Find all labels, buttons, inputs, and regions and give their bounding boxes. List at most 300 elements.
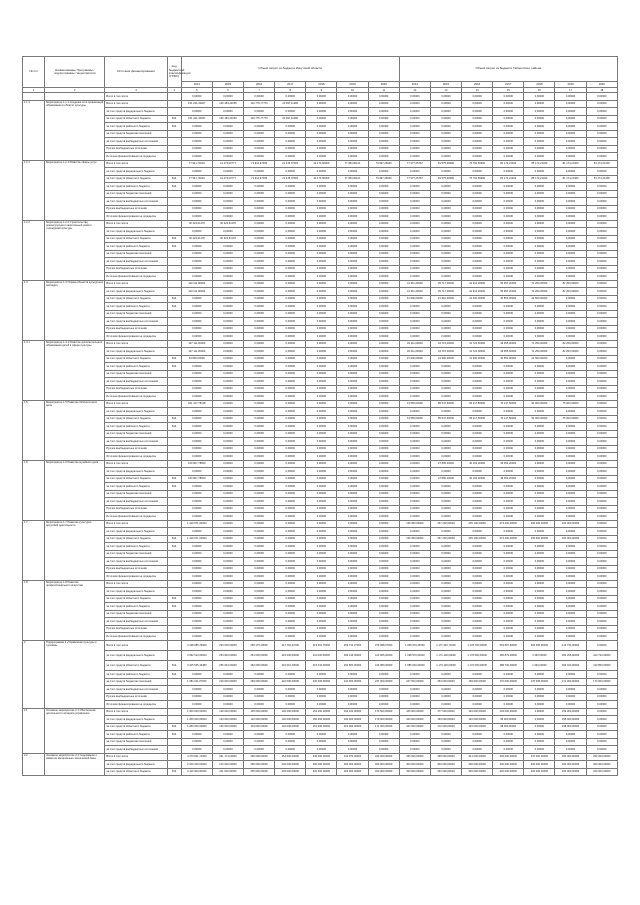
- table-row: [23, 716, 618, 724]
- amount-cell: 300 000,00000: [493, 761, 524, 769]
- amount-cell: 0,00000: [337, 505, 368, 513]
- amount-cell: 0,00000: [275, 408, 306, 416]
- amount-cell: 0,00000: [462, 558, 493, 566]
- table-row: [23, 498, 618, 506]
- table-row: [23, 213, 618, 221]
- amount-cell: 211 000,00000: [306, 650, 337, 660]
- table-row: [23, 671, 618, 679]
- amount-cell: 0,00000: [555, 550, 586, 558]
- amount-cell: 0,00000: [586, 595, 617, 603]
- amount-cell: 0,00000: [399, 123, 430, 131]
- amount-cell: 173 500,00000: [368, 708, 399, 716]
- amount-cell: 0,00000: [306, 318, 337, 326]
- amount-cell: 0,00000: [212, 438, 243, 446]
- column-index: 5: [181, 88, 212, 93]
- amount-cell: 0,00000: [181, 445, 212, 453]
- table-row: [23, 423, 618, 431]
- amount-cell: 350 000,00000: [555, 753, 586, 761]
- budget-code: [167, 468, 181, 476]
- amount-cell: 0,00000: [244, 325, 275, 333]
- amount-cell: 0,00000: [399, 618, 430, 626]
- amount-cell: 0,00000: [181, 671, 212, 679]
- amount-cell: 1 171 400,00000: [430, 650, 461, 660]
- amount-cell: 0,00000: [337, 325, 368, 333]
- budget-code: [167, 445, 181, 453]
- amount-cell: 0,00000: [181, 550, 212, 558]
- funding-source: за счет средств областного бюджета: [105, 175, 167, 183]
- amount-cell: 0,00000: [430, 108, 461, 116]
- amount-cell: 0,00000: [493, 543, 524, 551]
- amount-cell: 0,00000: [337, 625, 368, 633]
- amount-cell: 0,00000: [368, 618, 399, 626]
- amount-cell: 0,00000: [586, 513, 617, 521]
- amount-cell: 0,00000: [181, 363, 212, 371]
- budget-code: [167, 348, 181, 356]
- amount-cell: 0,00000: [181, 205, 212, 213]
- amount-cell: 110 111,90000: [181, 288, 212, 296]
- budget-code: [167, 761, 181, 769]
- amount-cell: 0,00000: [430, 333, 461, 341]
- table-row: [23, 580, 618, 588]
- amount-cell: 0,00000: [212, 528, 243, 536]
- amount-cell: 0,00000: [337, 671, 368, 679]
- amount-cell: 0,00000: [399, 573, 430, 581]
- amount-cell: 0,00000: [399, 588, 430, 596]
- amount-cell: 0,00000: [181, 333, 212, 341]
- table-row: [23, 505, 618, 513]
- amount-cell: 0,00000: [586, 565, 617, 573]
- amount-cell: 0,00000: [493, 325, 524, 333]
- amount-cell: 0,00000: [244, 355, 275, 363]
- amount-cell: 0,00000: [555, 273, 586, 281]
- amount-cell: 34 715,00000: [430, 340, 461, 348]
- amount-cell: 0,00000: [275, 588, 306, 596]
- amount-cell: 160 000,00000: [555, 520, 586, 528]
- amount-cell: 0,00000: [181, 490, 212, 498]
- amount-cell: 0,00000: [524, 363, 555, 371]
- amount-cell: 0,00000: [368, 265, 399, 273]
- budget-code: [167, 408, 181, 416]
- amount-cell: 273 200,00000: [493, 520, 524, 528]
- amount-cell: 294 009,60000: [212, 640, 243, 650]
- table-row: [23, 333, 618, 341]
- funding-source: за счет средств бюджетов поселений: [105, 738, 167, 746]
- amount-cell: 0,00000: [430, 273, 461, 281]
- amount-cell: 0,00000: [368, 573, 399, 581]
- amount-cell: 0,00000: [368, 520, 399, 528]
- table-row: [23, 168, 618, 176]
- table-row: [23, 318, 618, 326]
- amount-cell: 0,00000: [399, 693, 430, 701]
- funding-source: Источник финансирования не определен: [105, 573, 167, 581]
- amount-cell: 0,00000: [524, 528, 555, 536]
- amount-cell: 0,00000: [181, 746, 212, 754]
- table-row: [23, 513, 618, 521]
- budget-code: [167, 693, 181, 701]
- amount-cell: 0,00000: [524, 190, 555, 198]
- funding-source: за счет средств федерального бюджета: [105, 588, 167, 596]
- amount-cell: 0,00000: [430, 145, 461, 153]
- amount-cell: 0,00000: [212, 123, 243, 131]
- amount-cell: 0,00000: [212, 746, 243, 754]
- amount-cell: 320 000,00000: [524, 768, 555, 776]
- amount-cell: 1 170 000,00000: [462, 660, 493, 670]
- amount-cell: 77 383,90121: [337, 175, 368, 183]
- amount-cell: 0,00000: [462, 130, 493, 138]
- amount-cell: 0,00000: [493, 378, 524, 386]
- amount-cell: 0,00000: [399, 363, 430, 371]
- amount-cell: 0,00000: [181, 273, 212, 281]
- funding-source: за счет средств бюджетов поселений: [105, 678, 167, 686]
- amount-cell: 136 350,00000: [399, 535, 430, 543]
- amount-cell: 0,00000: [586, 250, 617, 258]
- amount-cell: 0,00000: [493, 618, 524, 626]
- amount-cell: 0,00000: [181, 415, 212, 423]
- amount-cell: 0,00000: [493, 686, 524, 694]
- amount-cell: 0,00000: [524, 625, 555, 633]
- table-row: [23, 558, 618, 566]
- amount-cell: 0,00000: [462, 498, 493, 506]
- amount-cell: 0,00000: [462, 138, 493, 146]
- amount-cell: 0,00000: [399, 483, 430, 491]
- amount-cell: 0,00000: [586, 430, 617, 438]
- amount-cell: 0,00000: [430, 625, 461, 633]
- amount-cell: 0,00000: [462, 738, 493, 746]
- amount-cell: 75 791,59900: [462, 175, 493, 183]
- amount-cell: 142 000,00000: [275, 723, 306, 731]
- amount-cell: 237 200,00000: [430, 535, 461, 543]
- funding-source: за счет средств районного бюджета: [105, 303, 167, 311]
- funding-source: за счет средств федерального бюджета: [105, 761, 167, 769]
- amount-cell: 0,00000: [212, 610, 243, 618]
- amount-cell: 50 957,20000: [493, 280, 524, 288]
- table-row: [23, 415, 618, 423]
- budget-code: [167, 318, 181, 326]
- amount-cell: 34 715,00000: [430, 348, 461, 356]
- amount-cell: 160 000,00000: [399, 716, 430, 724]
- budget-code: [167, 250, 181, 258]
- measure-name: Мероприятие 1.2.1 Развитие сферы услуг: [45, 160, 105, 220]
- amount-cell: 0,00000: [399, 738, 430, 746]
- amount-cell: 151 221,30007: [181, 115, 212, 123]
- amount-cell: 0,00000: [244, 603, 275, 611]
- amount-cell: 300 000,00000: [586, 761, 617, 769]
- amount-cell: 0,00000: [368, 130, 399, 138]
- amount-cell: 0,00000: [555, 213, 586, 221]
- amount-cell: 166 000,00000: [399, 708, 430, 716]
- amount-cell: 0,00000: [586, 408, 617, 416]
- amount-cell: 0,00000: [212, 731, 243, 739]
- amount-cell: 0,00000: [524, 100, 555, 108]
- table-row: [23, 535, 618, 543]
- amount-cell: 0,00000: [493, 505, 524, 513]
- amount-cell: 0,00000: [337, 423, 368, 431]
- amount-cell: 0,00000: [462, 580, 493, 588]
- amount-cell: 215 044,00000: [306, 660, 337, 670]
- amount-cell: 70 147,50000: [493, 400, 524, 408]
- amount-cell: 0,00000: [337, 295, 368, 303]
- amount-cell: 0,00000: [368, 310, 399, 318]
- amount-cell: 71 250,00000: [524, 348, 555, 356]
- amount-cell: 0,00000: [275, 318, 306, 326]
- amount-cell: 0,00000: [493, 190, 524, 198]
- amount-cell: 0,00000: [586, 108, 617, 116]
- amount-cell: 0,00000: [306, 445, 337, 453]
- amount-cell: 0,00000: [337, 348, 368, 356]
- amount-cell: 0,00000: [493, 138, 524, 146]
- funding-source: за счет средств районного бюджета: [105, 543, 167, 551]
- amount-cell: 0,00000: [430, 265, 461, 273]
- amount-cell: 0,00000: [493, 588, 524, 596]
- amount-cell: 0,00000: [337, 280, 368, 288]
- budget-code: 814: [167, 483, 181, 491]
- amount-cell: 0,00000: [181, 693, 212, 701]
- amount-cell: 0,00000: [244, 348, 275, 356]
- amount-cell: 0,00000: [555, 595, 586, 603]
- amount-cell: 0,00000: [493, 250, 524, 258]
- amount-cell: 71 912,97005: [244, 175, 275, 183]
- table-row: [23, 603, 618, 611]
- amount-cell: 0,00000: [462, 731, 493, 739]
- amount-cell: 0,00000: [493, 303, 524, 311]
- amount-cell: 0,00000: [399, 213, 430, 221]
- budget-code: [167, 258, 181, 266]
- amount-cell: 0,00000: [181, 108, 212, 116]
- amount-cell: 71 912,97005: [244, 160, 275, 168]
- amount-cell: 0,00000: [399, 393, 430, 401]
- amount-cell: 0,00000: [555, 310, 586, 318]
- amount-cell: 0,00000: [306, 595, 337, 603]
- amount-cell: 77 977,25797: [399, 160, 430, 168]
- amount-cell: 0,00000: [306, 498, 337, 506]
- amount-cell: 0,00000: [399, 108, 430, 116]
- amount-cell: 0,00000: [181, 543, 212, 551]
- amount-cell: 0,00000: [462, 528, 493, 536]
- amount-cell: 0,00000: [337, 588, 368, 596]
- amount-cell: 0,00000: [462, 550, 493, 558]
- header-year: 2018: [306, 82, 337, 88]
- funding-source: Источник финансирования не определен: [105, 213, 167, 221]
- amount-cell: 0,00000: [368, 686, 399, 694]
- row-number: 1.2.2: [23, 220, 45, 280]
- amount-cell: 0,00000: [555, 490, 586, 498]
- amount-cell: 0,00000: [430, 378, 461, 386]
- amount-cell: 0,00000: [586, 543, 617, 551]
- amount-cell: 0,00000: [462, 108, 493, 116]
- amount-cell: 0,00000: [555, 430, 586, 438]
- budget-code: [167, 393, 181, 401]
- measure-name: Мероприятие 1.8 Развитие профессионального искусства: [45, 580, 105, 640]
- table-row: [23, 108, 618, 116]
- amount-cell: 0,00000: [368, 295, 399, 303]
- funding-source: Прочие внебюджетные источники: [105, 205, 167, 213]
- amount-cell: 0,00000: [212, 130, 243, 138]
- amount-cell: 0,00000: [275, 686, 306, 694]
- amount-cell: 0,00000: [493, 595, 524, 603]
- amount-cell: 171 000,00000: [368, 723, 399, 731]
- amount-cell: 621 317,78418: [181, 400, 212, 408]
- amount-cell: 0,00000: [555, 303, 586, 311]
- amount-cell: 0,00000: [430, 453, 461, 461]
- amount-cell: 160 000,00000: [524, 520, 555, 528]
- amount-cell: 0,00000: [181, 580, 212, 588]
- amount-cell: 0,00000: [524, 130, 555, 138]
- amount-cell: 0,00000: [368, 535, 399, 543]
- funding-source: Прочие внебюджетные источники: [105, 505, 167, 513]
- amount-cell: 0,00000: [337, 460, 368, 468]
- amount-cell: 0,00000: [244, 378, 275, 386]
- amount-cell: 0,00000: [306, 115, 337, 123]
- amount-cell: 0,00000: [306, 153, 337, 161]
- amount-cell: 0,00000: [524, 671, 555, 679]
- amount-cell: 0,00000: [244, 618, 275, 626]
- funding-source: за счет средств внебюджетных источников: [105, 198, 167, 206]
- amount-cell: 0,00000: [430, 595, 461, 603]
- amount-cell: 413 905,00000: [368, 650, 399, 660]
- funding-source: за счет средств бюджетов поселений: [105, 550, 167, 558]
- budget-code: [167, 490, 181, 498]
- amount-cell: 81 174,21400: [586, 175, 617, 183]
- amount-cell: 237 200,00000: [430, 520, 461, 528]
- amount-cell: 0,00000: [337, 558, 368, 566]
- amount-cell: 0,00000: [306, 565, 337, 573]
- measure-name: [45, 93, 105, 101]
- amount-cell: 91 000,00000: [524, 400, 555, 408]
- amount-cell: 0,00000: [368, 190, 399, 198]
- amount-cell: 0,00000: [337, 108, 368, 116]
- table-row: [23, 633, 618, 641]
- amount-cell: 0,00000: [430, 220, 461, 228]
- amount-cell: 1 419 971,00000: [181, 520, 212, 528]
- amount-cell: 0,00000: [368, 468, 399, 476]
- funding-source: за счет средств областного бюджета: [105, 595, 167, 603]
- amount-cell: 247 000,00000: [399, 678, 430, 686]
- budget-code: 814: [167, 175, 181, 183]
- amount-cell: 211 000,00000: [212, 768, 243, 776]
- budget-code: 814: [167, 355, 181, 363]
- amount-cell: 177 000,00000: [430, 708, 461, 716]
- funding-source: Прочие внебюджетные источники: [105, 145, 167, 153]
- amount-cell: 0,00000: [368, 558, 399, 566]
- amount-cell: 0,00000: [399, 145, 430, 153]
- amount-cell: 0,00000: [586, 701, 617, 709]
- amount-cell: 0,00000: [181, 378, 212, 386]
- amount-cell: 0,00000: [493, 220, 524, 228]
- amount-cell: 0,00000: [244, 310, 275, 318]
- amount-cell: 0,00000: [244, 213, 275, 221]
- amount-cell: 0,00000: [275, 543, 306, 551]
- table-row: [23, 235, 618, 243]
- amount-cell: 0,00000: [586, 468, 617, 476]
- amount-cell: 0,00000: [275, 123, 306, 131]
- amount-cell: 235 100,00000: [462, 535, 493, 543]
- amount-cell: 0,00000: [306, 220, 337, 228]
- amount-cell: 0,00000: [524, 333, 555, 341]
- amount-cell: 0,00000: [555, 701, 586, 709]
- budget-code: [167, 108, 181, 116]
- amount-cell: 0,00000: [493, 423, 524, 431]
- amount-cell: 0,00000: [493, 243, 524, 251]
- amount-cell: 0,00000: [430, 93, 461, 101]
- table-row: [23, 660, 618, 670]
- amount-cell: 0,00000: [275, 468, 306, 476]
- amount-cell: 0,00000: [524, 258, 555, 266]
- amount-cell: 0,00000: [586, 618, 617, 626]
- amount-cell: 0,00000: [368, 355, 399, 363]
- amount-cell: 124 000,00000: [212, 716, 243, 724]
- budget-code: [167, 558, 181, 566]
- amount-cell: 0,00000: [555, 318, 586, 326]
- amount-cell: 0,00000: [181, 385, 212, 393]
- table-row: [23, 490, 618, 498]
- amount-cell: 0,00000: [306, 693, 337, 701]
- amount-cell: 0,00000: [399, 746, 430, 754]
- amount-cell: 0,00000: [306, 400, 337, 408]
- amount-cell: 0,00000: [399, 318, 430, 326]
- amount-cell: 146 600,00000: [462, 708, 493, 716]
- amount-cell: 0,00000: [586, 220, 617, 228]
- amount-cell: 170 000,00000: [524, 678, 555, 686]
- amount-cell: 0,00000: [524, 423, 555, 431]
- amount-cell: 0,00000: [493, 633, 524, 641]
- amount-cell: 0,00000: [181, 325, 212, 333]
- funding-source: за счет средств внебюджетных источников: [105, 686, 167, 694]
- amount-cell: 241 000,00000: [337, 678, 368, 686]
- amount-cell: 0,00000: [306, 513, 337, 521]
- amount-cell: 0,00000: [368, 205, 399, 213]
- amount-cell: 414 080,00000: [368, 660, 399, 670]
- amount-cell: 161 000,00000: [337, 723, 368, 731]
- amount-cell: 0,00000: [244, 243, 275, 251]
- funding-source: за счет средств внебюджетных источников: [105, 618, 167, 626]
- amount-cell: 0,00000: [368, 693, 399, 701]
- amount-cell: 82 250,00000: [555, 288, 586, 296]
- amount-cell: 0,00000: [524, 250, 555, 258]
- amount-cell: 0,00000: [462, 408, 493, 416]
- amount-cell: 0,00000: [275, 490, 306, 498]
- amount-cell: 0,00000: [275, 565, 306, 573]
- amount-cell: 0,00000: [181, 573, 212, 581]
- amount-cell: 0,00000: [555, 108, 586, 116]
- amount-cell: 0,00000: [368, 228, 399, 236]
- funding-source: за счет средств бюджетов поселений: [105, 310, 167, 318]
- funding-source: Всего в том числе: [105, 460, 167, 468]
- amount-cell: 0,00000: [555, 738, 586, 746]
- table-row: [23, 160, 618, 168]
- amount-cell: 0,00000: [493, 701, 524, 709]
- amount-cell: 0,00000: [586, 190, 617, 198]
- amount-cell: 0,00000: [462, 183, 493, 191]
- amount-cell: 0,00000: [306, 183, 337, 191]
- amount-cell: 0,00000: [368, 378, 399, 386]
- funding-source: за счет средств районного бюджета: [105, 243, 167, 251]
- amount-cell: 0,00000: [430, 228, 461, 236]
- amount-cell: 0,00000: [524, 550, 555, 558]
- amount-cell: 0,00000: [337, 633, 368, 641]
- amount-cell: 0,00000: [181, 468, 212, 476]
- budget-code: 814: [167, 123, 181, 131]
- amount-cell: 91 000,00000: [524, 415, 555, 423]
- amount-cell: 0,00000: [555, 168, 586, 176]
- amount-cell: 0,00000: [337, 731, 368, 739]
- amount-cell: 0,00000: [430, 130, 461, 138]
- funding-source: Прочие внебюджетные источники: [105, 565, 167, 573]
- amount-cell: 0,00000: [555, 746, 586, 754]
- amount-cell: 0,00000: [524, 385, 555, 393]
- amount-cell: 69 217,50000: [462, 400, 493, 408]
- amount-cell: 0,00000: [555, 625, 586, 633]
- amount-cell: 0,00000: [586, 355, 617, 363]
